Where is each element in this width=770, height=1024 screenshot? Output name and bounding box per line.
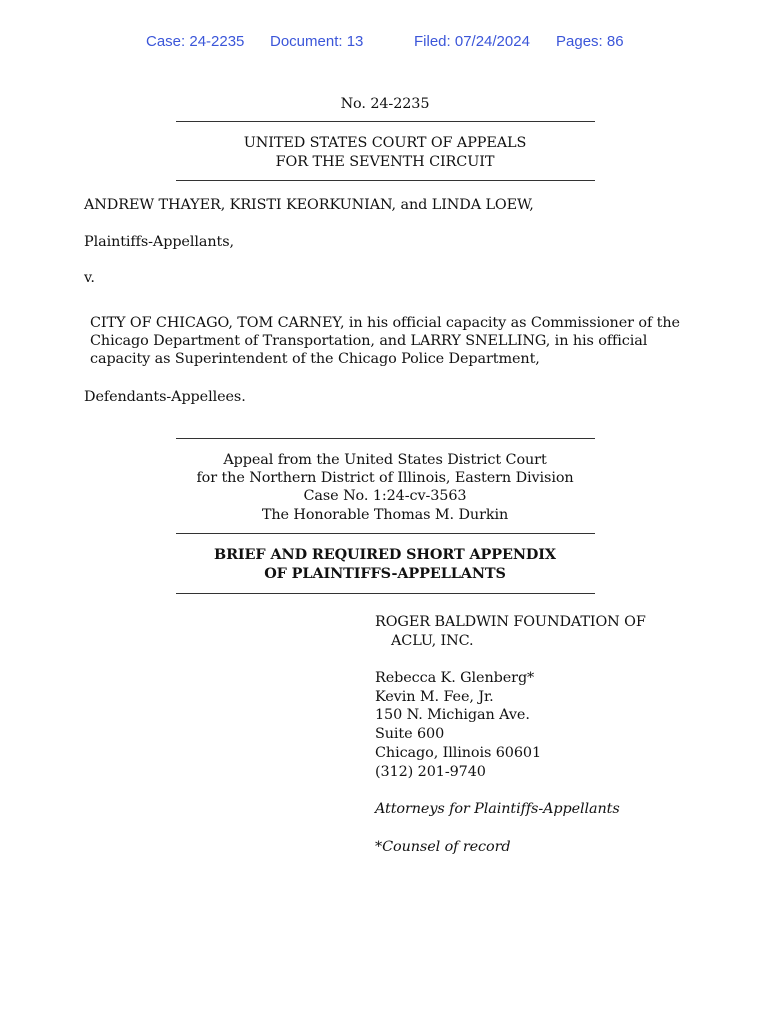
court-name-line1: UNITED STATES COURT OF APPEALS: [243, 135, 527, 151]
plaintiffs-role: Plaintiffs-Appellants,: [84, 234, 234, 250]
court-filing-header: [0, 33, 770, 53]
page-count-stamp: Pages: 86: [556, 33, 624, 50]
filed-date-stamp: Filed: 07/24/2024: [414, 33, 530, 50]
divider: [176, 121, 595, 122]
counsel-org-line2: ACLU, INC.: [391, 633, 474, 649]
phone-number: (312) 201-9740: [375, 764, 486, 780]
counsel-org-line1: ROGER BALDWIN FOUNDATION OF: [375, 614, 646, 630]
address-street: 150 N. Michigan Ave.: [375, 707, 530, 723]
attorney-name: Rebecca K. Glenberg*: [375, 670, 535, 686]
plaintiffs-names: ANDREW THAYER, KRISTI KEORKUNIAN, and LINDA LOEW,: [84, 197, 534, 213]
divider: [176, 438, 595, 439]
attorney-name: Kevin M. Fee, Jr.: [375, 689, 494, 705]
counsel-of-record-note: *Counsel of record: [375, 839, 511, 855]
appeal-case-number: Case No. 1:24-cv-3563: [303, 488, 467, 504]
case-number-stamp: Case: 24-2235: [146, 33, 245, 50]
document-number-stamp: Document: 13: [270, 33, 364, 50]
appeal-line1: Appeal from the United States District Court: [223, 452, 547, 468]
attorneys-role: Attorneys for Plaintiffs-Appellants: [375, 801, 620, 817]
defendants-line3: capacity as Superintendent of the Chicago Police Department,: [90, 351, 540, 367]
versus: v.: [84, 270, 95, 286]
defendants-line2: Chicago Department of Transportation, and LARRY SNELLING, in his official: [90, 333, 648, 349]
appeal-judge: The Honorable Thomas M. Durkin: [261, 507, 509, 523]
address-city: Chicago, Illinois 60601: [375, 745, 542, 761]
docket-number: No. 24-2235: [340, 96, 430, 112]
address-suite: Suite 600: [375, 726, 445, 742]
brief-title-line1: BRIEF AND REQUIRED SHORT APPENDIX: [214, 546, 556, 563]
appeal-line2: for the Northern District of Illinois, Eastern Division: [196, 470, 574, 486]
brief-title-line2: OF PLAINTIFFS-APPELLANTS: [264, 565, 506, 582]
court-name-line2: FOR THE SEVENTH CIRCUIT: [275, 154, 495, 170]
divider: [176, 180, 595, 181]
divider: [176, 533, 595, 534]
defendants-role: Defendants-Appellees.: [84, 389, 246, 405]
defendants-line1: CITY OF CHICAGO, TOM CARNEY, in his official capacity as Commissioner of the: [90, 315, 680, 331]
divider: [176, 593, 595, 594]
